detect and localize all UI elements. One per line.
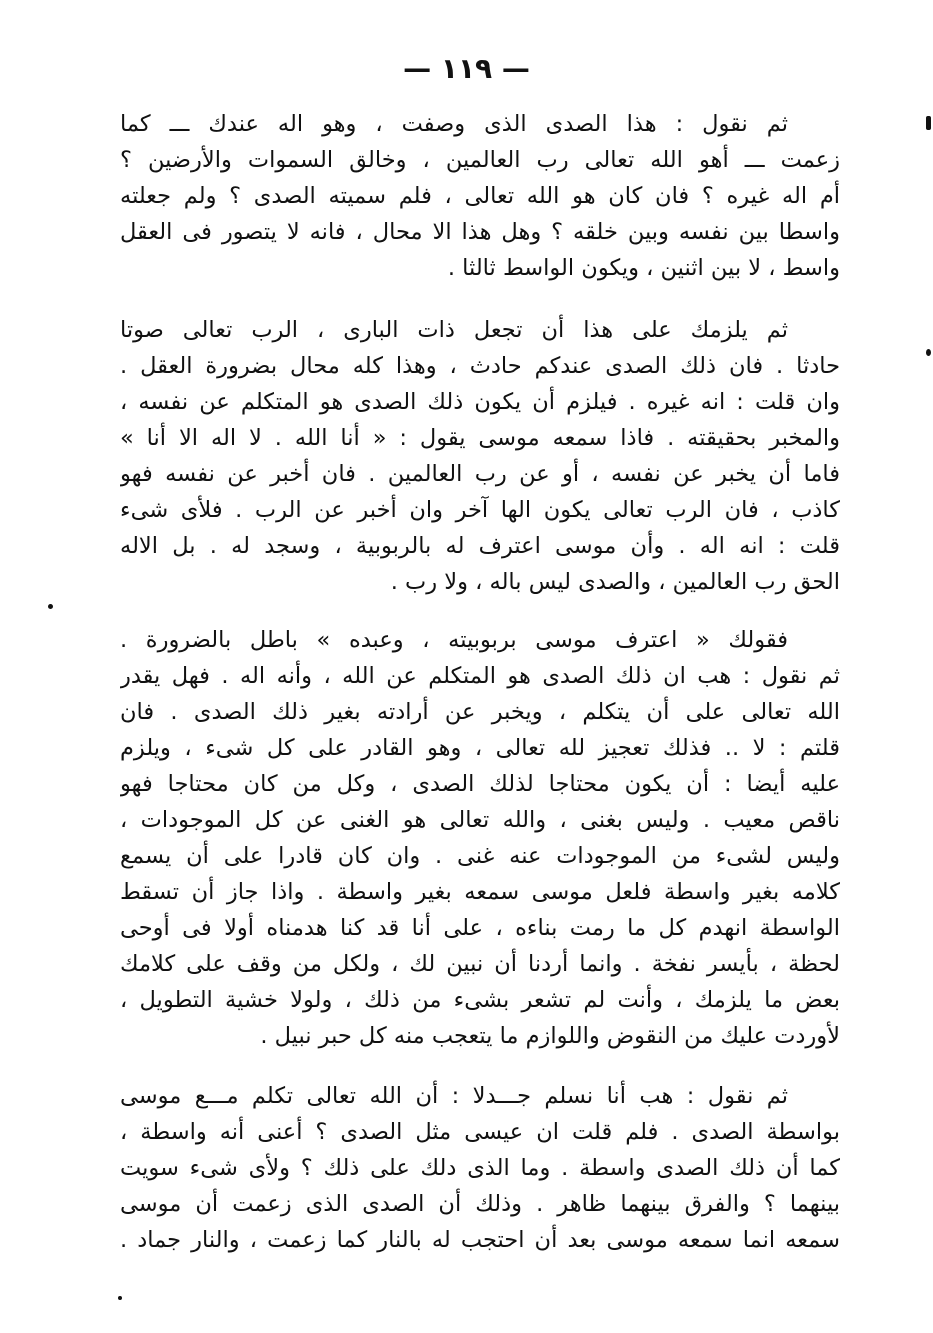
text-line: واسط ، لا بين اثنين ، ويكون الواسط ثالثا . [447,255,840,281]
text-line: وان قلت : انه غيره . فيلزم أن يكون ذلك الصدى هو المتكلم عن نفسه ، [120,389,840,415]
text-line: ثم نقول : هب ان ذلك الصدى هو المتكلم عن الله ، وأنه اله . فهل يقدر [120,663,840,689]
text-line: زعمت ـــ أهو الله تعالى رب العالمين ، وخالق السموات والأرضين ؟ [120,147,840,173]
paragraph-3 [120,622,840,1054]
page-number: — ١١٩ — [403,52,530,85]
text-line: بواسطة الصدى . فلم قلت ان عيسى مثل الصدى ؟ أعنى أنه واسطة ، [120,1119,840,1145]
text-line: ثم يلزمك على هذا أن تجعل ذات البارى ، الرب تعالى صوتا [120,317,788,343]
text-line: قلتم : لا .. فذلك تعجيز لله تعالى ، وهو القادر على كل شىء ، ويلزم [120,735,840,761]
scan-mark [48,604,53,609]
text-line: ثم نقول : هب أنا نسلم جـــدلا : أن الله تعالى تكلم مـــع موسى [120,1083,788,1109]
text-line: عليه أيضا : أن يكون محتاجا لذلك الصدى ، وكل من كان محتاجا فهو [120,771,840,797]
text-line: لأوردت عليك من النقوض واللوازم ما يتعجب منه كل حبر نبيل . [260,1023,840,1049]
paragraph-1 [120,106,840,286]
text-line: والمخبر بحقيقته . فاذا سمعه موسى يقول : « أنا الله . لا اله الا أنا » [120,425,840,451]
text-line: الحق رب العالمين ، والصدى ليس باله ، ولا رب . [390,569,840,595]
text-line: بعض ما يلزمك ، وأنت لم تشعر بشىء من ذلك ، ولولا خشية التطويل ، [120,987,840,1013]
text-line: كما أن ذلك الصدى واسطة . وما الذى دلك على ذلك ؟ ولأى شىء سويت [120,1155,840,1181]
scan-mark [926,116,931,130]
scan-mark [926,349,931,356]
text-line: ناقص معيب . وليس بغنى ، والله تعالى هو الغنى عن كل الموجودات ، [120,807,840,833]
text-line: فاما أن يخبر عن نفسه ، أو عن رب العالمين . فان أخبر عن نفسه فهو [120,461,840,487]
text-line: فقولك « اعترف موسى بربوبيته ، وعبده » باطل بالضرورة . [120,627,788,653]
paragraph-4 [120,1078,840,1258]
text-line: ثم نقول : هذا الصدى الذى وصفت ، وهو اله عندك ـــ كما [120,111,788,137]
text-line: لحظة ، بأيسر نفخة . وانما أردنا أن نبين لك ، ولكل من وقف على كلامك [120,951,840,977]
text-line: واسطا بين نفسه وبين خلقه ؟ وهل هذا الا محال ، فانه لا يتصور فى العقل [120,219,840,245]
text-line: أم اله غيره ؟ فان كان هو الله تعالى ، فلم سميته الصدى ؟ ولم جعلته [120,183,840,209]
text-line: بينهما ؟ والفرق بينهما ظاهر . وذلك أن الصدى الذى زعمت أن موسى [120,1191,840,1217]
text-line: كاذب ، فان الرب تعالى يكون الها آخر وان أخبر عن الرب . فلأى شىء [120,497,840,523]
text-line: سمعه انما سمعه موسى بعد أن احتجب له بالنار كما زعمت ، والنار جماد . [120,1227,840,1253]
text-line: الله تعالى على أن يتكلم ، ويخبر عن أرادته بغير ذلك الصدى . فان [120,699,840,725]
text-line: قلت : انه اله . وأن موسى اعترف له بالربوبية ، وسجد له . بل الاله [120,533,840,559]
text-line: وليس لشىء من الموجودات عنه غنى . وان كان قادرا على أن يسمع [120,843,840,869]
scan-mark [118,1296,122,1300]
text-line: الواسطة انهدم كل ما رمت بناءه ، على أنا قد كنا هدمناه أولا فى أوحى [120,915,840,941]
text-line: حادثا . فان ذلك الصدى عندكم حادث ، وهذا كله محال بضرورة العقل . [120,353,840,379]
text-line: كلامه بغير واسطة فلعل موسى سمعه بغير واسطة . واذا جاز أن تسقط [120,879,840,905]
paragraph-2 [120,312,840,600]
